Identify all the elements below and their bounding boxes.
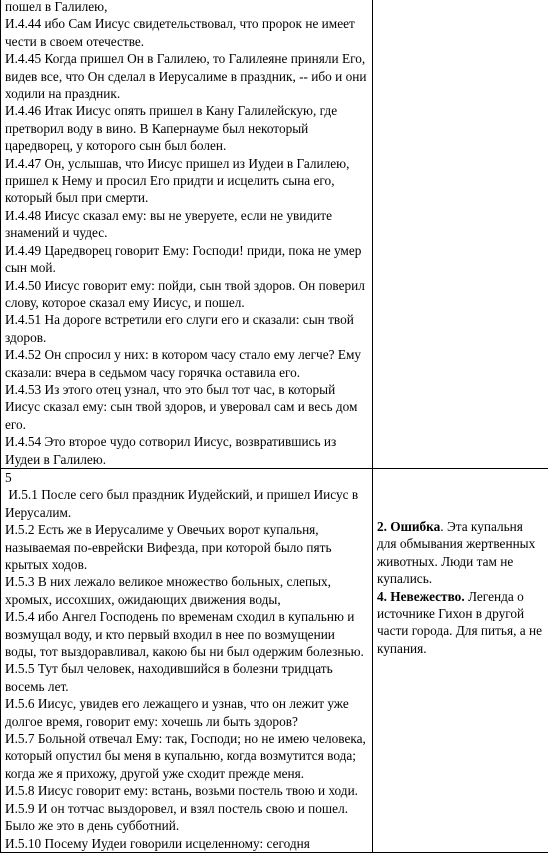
verse-line: И.5.8 Иисус говорит ему: встань, возьми постель твою и ходи. xyxy=(5,782,368,799)
verse-line: И.5.2 Есть же в Иерусалиме у Овечьих ворот купальня, называемая по-еврейски Вифезда, при которой было пять крытых ходов. xyxy=(5,521,368,573)
verse-line: И.5.4 ибо Ангел Господень по временам сходил в купальню и возмущал воду, и кто первый входил в нее по возмущении воды, тот выздоравливал, какою бы ни был одержим болезнью. xyxy=(5,608,368,660)
verse-line: И.4.49 Царедворец говорит Ему: Господи! приди, пока не умер сын мой. xyxy=(5,242,368,277)
verse-line: И.5.6 Иисус, увидев его лежащего и узнав, что он лежит уже долгое время, говорит ему: хочешь ли быть здоров? xyxy=(5,695,368,730)
verse-line: И.4.51 На дороге встретили его слуги его и сказали: сын твой здоров. xyxy=(5,311,368,346)
verse-line: И.4.47 Он, услышав, что Иисус пришел из Иудеи в Галилею, пришел к Нему и просил Его придти и исцелить сына его, который был при смерти. xyxy=(5,155,368,207)
annotation-label: 2. Ошибка xyxy=(377,519,440,534)
verse-line: И.4.54 Это второе чудо сотворил Иисус, возвратившись из Иудеи в Галилею. xyxy=(5,433,368,468)
verse-line: И.4.50 Иисус говорит ему: пойди, сын твой здоров. Он поверил слову, которое сказал ему Иисус, и пошел. xyxy=(5,277,368,312)
verse-line: И.5.9 И он тотчас выздоровел, и взял постель свою и пошел. Было же это в день субботний. xyxy=(5,800,368,835)
scripture-cell xyxy=(1,468,373,852)
annotation-ignorance xyxy=(377,588,544,658)
verse-line: И.4.52 Он спросил у них: в котором часу стало ему легче? Ему сказали: вчера в седьмом часу горячка оставила его. xyxy=(5,346,368,381)
verse-line: И.4.46 Итак Иисус опять пришел в Кану Галилейскую, где претворил воду в вино. В Капернауме был некоторый царедворец, у которого сын был болен. xyxy=(5,102,368,154)
annotation-text: . Эта купальня для обмывания жертвенных животных. Люди там не купались. xyxy=(377,519,535,586)
verse-line: И.5.1 После сего был праздник Иудейский, и пришел Иисус в Иерусалим. xyxy=(5,486,368,521)
scripture-cell xyxy=(1,0,373,468)
table-row-chapter-5 xyxy=(1,468,548,852)
verse-line: И.5.10 Посему Иудеи говорили исцеленному: сегодня xyxy=(5,835,368,852)
verse-line: И.4.53 Из этого отец узнал, что это был тот час, в который Иисус сказал ему: сын твой здоров, и уверовал сам и весь дом его. xyxy=(5,381,368,433)
verse-line: пошел в Галилею, xyxy=(5,0,368,15)
annotation-label: 4. Невежество. xyxy=(377,589,465,604)
annotation-text: Легенда о источнике Гихон в другой части города. Для питья, а не купания. xyxy=(377,589,542,656)
commentary-spacer xyxy=(377,469,544,518)
verse-line: И.5.5 Тут был человек, находившийся в болезни тридцать восемь лет. xyxy=(5,660,368,695)
verse-line: И.5.7 Больной отвечал Ему: так, Господи; но не имею человека, который опустил бы меня в купальню, когда возмутится вода; когда же я прихожу, другой уже сходит прежде меня. xyxy=(5,730,368,782)
verse-line: И.4.45 Когда пришел Он в Галилею, то Галилеяне приняли Его, видев все, что Он сделал в Иерусалиме в праздник, -- ибо и они ходили на праздник. xyxy=(5,50,368,102)
chapter-number: 5 xyxy=(5,469,368,486)
verse-line: И.4.44 ибо Сам Иисус свидетельствовал, что пророк не имеет чести в своем отечестве. xyxy=(5,15,368,50)
commentary-cell-empty xyxy=(373,0,548,468)
table-row-chapter-4 xyxy=(1,0,548,468)
verse-line: И.5.3 В них лежало великое множество больных, слепых, хромых, иссохших, ожидающих движения воды, xyxy=(5,573,368,608)
verse-line: И.4.48 Иисус сказал ему: вы не уверуете, если не увидите знамений и чудес. xyxy=(5,207,368,242)
commentary-cell xyxy=(373,468,548,852)
annotation-error xyxy=(377,518,544,588)
